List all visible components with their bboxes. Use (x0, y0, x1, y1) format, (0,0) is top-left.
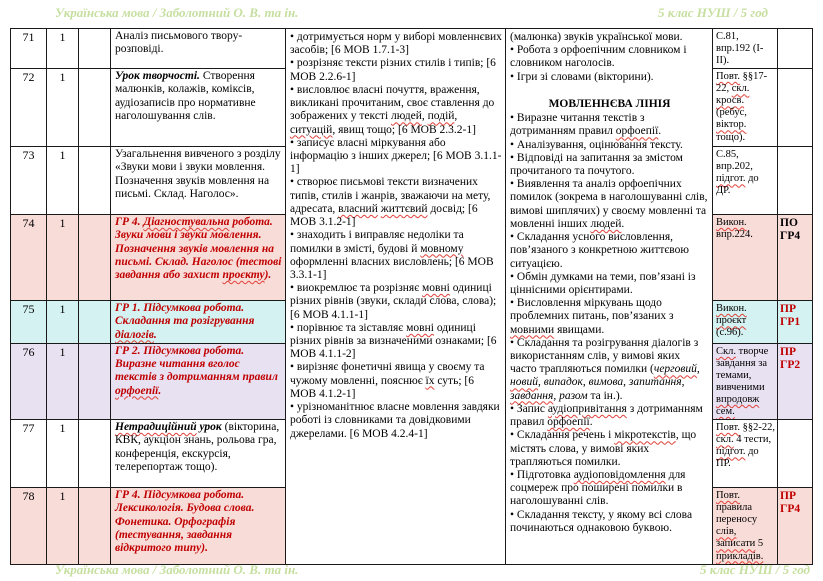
lesson-number-cell: 76 (11, 343, 47, 419)
homework-cell: Повт. §§17-22, скл. кросв. (ребус, віктор. тощо). (713, 69, 778, 147)
spellcheck-word: подій (427, 110, 455, 123)
spellcheck-word: підгот. (716, 446, 746, 458)
speech-item: • Аналізування, оцінювання тексту. (510, 138, 683, 151)
spellcheck-word: Скл. (716, 345, 736, 357)
topic-cell: Аналіз письмового твору-розповіді. (111, 29, 286, 69)
spellcheck-word: орфоепії (115, 384, 159, 397)
outcome-item: • вирізняє фонетичні явища у своєму та чужому мовленні, пояснює їх суть; [6 МОВ 4.1.2-1] (290, 361, 485, 400)
speech-item: (малюнка) звуків української мови. (510, 31, 683, 43)
spellcheck-word: черговий (653, 363, 697, 376)
homework-cell: Викон. впр.224. (713, 215, 778, 301)
speech-item: • Виразне читання текстів з дотриманням правил орфоепії. (510, 112, 662, 138)
hours-cell: 1 (47, 488, 79, 564)
hours-cell: 1 (47, 69, 79, 147)
homework-cell: Повт. правила переносу слів, записати 5 прикладів. (713, 488, 778, 564)
topic-cell: Урок творчості. Створення малюнків, колажів, коміксів, аудіозаписів про нормативне наголошування слів. (111, 69, 286, 147)
spellcheck-word: віктор. (716, 119, 747, 131)
spellcheck-word: людей (391, 110, 422, 123)
topic-cell: ГР 4. Підсумкова робота. Лексикологія. Будова слова. Фонетика. Орфографія (тестування, завдання відкритого типу). (111, 488, 286, 564)
lesson-number-cell: 73 (11, 147, 47, 215)
spellcheck-word: орфоепії (547, 416, 590, 429)
spellcheck-word: їх (425, 374, 435, 387)
outcome-item: • порівнює та зіставляє мовні одиниці різних рівнів за визначеними ознаками; [6 МОВ 4.1.1-2] (290, 321, 497, 361)
marker-cell (79, 301, 111, 344)
spellcheck-word: Викон. (716, 303, 747, 315)
spellcheck-word: слів, (716, 526, 737, 538)
marker-cell (79, 343, 111, 419)
gr-badge-cell: ПР ГР1 (778, 301, 813, 344)
topic-cell: Нетрадиційний урок (вікторина, КВК, аукціон знань, рольова гра, конференція, екскурсія, телерепортаж тощо). (111, 420, 286, 488)
spellcheck-word: Повт. (716, 490, 740, 502)
gr-badge-cell (778, 147, 813, 215)
topic-lead: Урок творчості. (115, 70, 200, 83)
speech-item: • Складання речень і мікротекстів, що містять слова, у вимові яких трапляються помилки. (510, 429, 697, 468)
hours-cell: 1 (47, 343, 79, 419)
lesson-number-cell: 78 (11, 488, 47, 564)
gr-badge-cell (778, 29, 813, 69)
speech-item: • Складання тексту, у якому всі слова починаються однаковою буквою. (510, 508, 693, 534)
spellcheck-word: новий (510, 376, 538, 389)
speech-item: • Виявлення та аналіз орфоепічних помилок (зокрема в наголошуванні слів, вимові шиплячих) у своєму мовленні та мовленні інших людей. (510, 178, 708, 230)
spellcheck-word: мікротекстів (614, 429, 676, 442)
hours-cell: 1 (47, 420, 79, 488)
topic-cell: ГР 4. Діагностувальна робота. Звуки мови і звуки мовлення. Позначення звуків мовлення на письмі. Склад. Наголос (тестові завдання або захист проєкту). (111, 215, 286, 301)
outcome-item: • висловлює власні почуття, враження, викликані прочитаним, своє ставлення до зображених у тексті людей, подій, ситуацій, явищ тощо; [6 МОВ 2.3.2-1] (290, 83, 495, 136)
outcome-item: • виокремлює та розрізняє мовні одиниці різних рівнів (звуки, склади слова, слова); [6 МОВ 4.1.1-1] (290, 282, 497, 321)
homework-cell: С.85, впр.202, підгот. до ДР. (713, 147, 778, 215)
gr-badge-cell: ПР ГР4 (778, 488, 813, 564)
spellcheck-word: ситуацій (290, 123, 333, 136)
topic-cell: Узагальнення вивченого з розділу «Звуки мови і звуки мовлення. Позначення звуків мовлення на письмі. Склад. Наголос». (111, 147, 286, 215)
topic-lead: Нетрадиційний урок (115, 421, 222, 434)
outcomes-cell (286, 29, 506, 565)
homework-cell: Викон. проєкт (с.96). (713, 301, 778, 344)
spellcheck-word: Повт. (716, 422, 740, 434)
outcome-item: • урізноманітнює власне мовлення завдяки роботі із словниками та довідковими джерелами. [6 МОВ 4.2.4-1] (290, 401, 500, 440)
footer-grade-info: 5 клас НУШ / 5 год (699, 562, 810, 577)
marker-cell (79, 488, 111, 564)
gr-badge-cell: ПО ГР4 (778, 215, 813, 301)
marker-cell (79, 69, 111, 147)
lesson-number-cell: 72 (11, 69, 47, 147)
header-grade-info: 5 клас НУШ / 5 год (657, 5, 768, 20)
outcome-item: • дотримується норм у виборі мовленнєвих засобів; [6 МОВ 1.7.1-3] (290, 31, 502, 57)
spellcheck-word: Повт. (716, 71, 740, 83)
speech-item: • Робота з орфоепічним словником і словником наголосів. (510, 44, 687, 70)
spellcheck-word: людей (590, 217, 622, 230)
spellcheck-word: кросв. (716, 95, 745, 107)
spellcheck-word: впродовж (716, 394, 760, 406)
spellcheck-word: Нетрадиційний (115, 421, 197, 434)
hours-cell: 1 (47, 301, 79, 344)
spacer (510, 84, 709, 97)
speech-item: • Складання та розігрування діалогів з використанням слів, у вимові яких часто трапляються помилки (черговий, новий, випадок, вимова, запитання, завдання, разом та ін.). (510, 336, 700, 402)
homework-cell: Скл. творче завдання за темами, вивченими впродовж сем. (713, 343, 778, 419)
topic-cell: ГР 1. Підсумкова робота. Складання та розігрування діалогів. (111, 301, 286, 344)
spellcheck-word: сем. (716, 406, 735, 418)
speech-item: • Запис аудіопривітання з дотриманням правил орфоепії. (510, 402, 703, 429)
speech-line-cell (506, 29, 713, 565)
table-row (11, 29, 813, 69)
lesson-number-cell: 75 (11, 301, 47, 344)
gr-badge-cell (778, 420, 813, 488)
speech-item: • Відповіді на запитання за змістом прочитаного та почутого. (510, 151, 683, 177)
spellcheck-word: скл. (716, 434, 734, 446)
speech-item: • Складання усного висловлення, пов’язаного з конкретною життєвою ситуацією. (510, 231, 690, 270)
spellcheck-word: аудіопривітання (547, 402, 627, 415)
speech-item: • Висловлення міркувань щодо проблемних питань, пов’язаних з мовними явищами. (510, 297, 674, 336)
marker-cell (79, 420, 111, 488)
page-header (0, 5, 823, 21)
outcome-item: • знаходить і виправляє недоліки та помилки в змісті, будові й мовному оформленні власних висловлень; [6 МОВ 3.3.1-1] (290, 229, 494, 281)
homework-cell: С.81, впр.192 (І-ІІ). (713, 29, 778, 69)
speech-item: • Ігри зі словами (вікторини). (510, 70, 654, 83)
spellcheck-word: прикладів. (716, 550, 764, 562)
spellcheck-word: власний (338, 202, 378, 215)
homework-cell: Повт. §§2-22, скл. 4 тести, підгот. до ПР. (713, 420, 778, 488)
page-footer (0, 562, 823, 578)
spellcheck-word: Діагностувальна (143, 216, 230, 229)
spellcheck-word: записати (716, 538, 756, 550)
curriculum-table (10, 28, 813, 565)
hours-cell: 1 (47, 29, 79, 69)
spellcheck-word: мовні (422, 282, 450, 295)
hours-cell: 1 (47, 215, 79, 301)
table-body (11, 29, 813, 565)
spellcheck-word: діалогів (115, 328, 154, 341)
spellcheck-word: Викон. (716, 217, 747, 229)
spellcheck-word: мовні (406, 321, 434, 334)
marker-cell (79, 147, 111, 215)
spellcheck-word: підгот. (716, 173, 746, 185)
spellcheck-word: проєкту (222, 269, 265, 282)
header-subject-title: Українська мова / Заболотний О. В. та ін. (55, 5, 299, 20)
lesson-number-cell: 71 (11, 29, 47, 69)
hours-cell: 1 (47, 147, 79, 215)
speech-item: • Підготовка аудіоповідомлення для соцмереж про поширені помилки в наголошуванні слів. (510, 469, 686, 508)
gr-badge-cell: ПР ГР2 (778, 343, 813, 419)
spellcheck-word: життєвий (380, 202, 428, 215)
outcome-item: • записує власні міркування або інформацію з інших джерел; [6 МОВ 3.1.1-1] (290, 136, 502, 176)
gr-badge-cell (778, 69, 813, 147)
spellcheck-word: мовному (420, 242, 464, 255)
spellcheck-word: орфоепії (615, 125, 659, 138)
lesson-number-cell: 77 (11, 420, 47, 488)
lesson-number-cell: 74 (11, 215, 47, 301)
topic-cell: ГР 2. Підсумкова робота. Виразне читання вголос текстів з дотриманням правил орфоепії. (111, 343, 286, 419)
outcome-item: • розрізняє тексти різних стилів і типів; [6 МОВ 2.2.6-1] (290, 57, 496, 83)
marker-cell (79, 215, 111, 301)
spellcheck-word: скл. (731, 83, 750, 95)
spellcheck-word: проєкт (716, 315, 747, 327)
spellcheck-word: завдання (510, 389, 554, 402)
marker-cell (79, 29, 111, 69)
spellcheck-word: мовними (510, 323, 555, 336)
speech-item: • Обмін думками на теми, пов’язані із ціннісними орієнтирами. (510, 270, 696, 296)
speech-line-heading: МОВЛЕННЄВА ЛІНІЯ (548, 97, 671, 110)
outcome-item: • створює письмові тексти визначених типів, стилів і жанрів, зважаючи на мету, адресата, власний життєвий досвід; [6 МОВ 3.1.2-1] (290, 176, 491, 229)
footer-subject-title: Українська мова / Заболотний О. В. та ін. (55, 562, 299, 577)
spellcheck-word: аудіоповідомлення (573, 469, 666, 481)
